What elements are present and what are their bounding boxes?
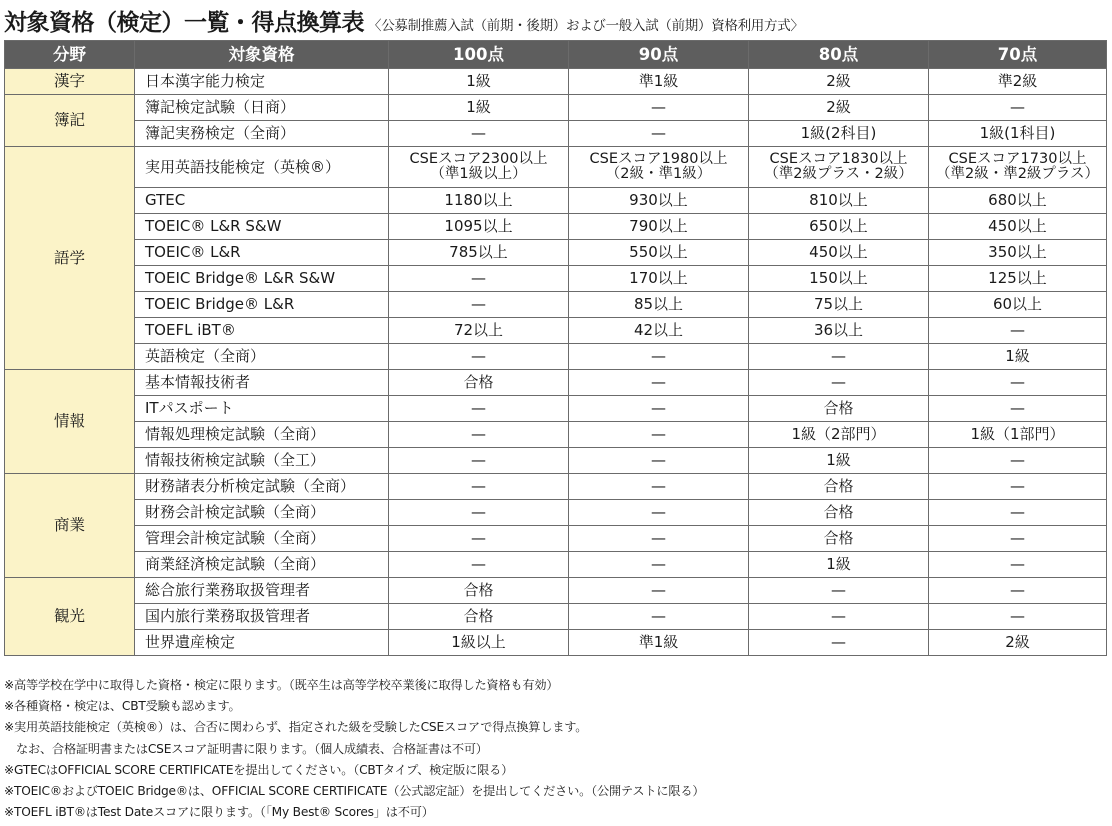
score-90: 550以上 — [569, 240, 749, 266]
score-70: 1級(1科目) — [929, 121, 1107, 147]
score-80: 75以上 — [749, 292, 929, 318]
score-100: 合格 — [389, 370, 569, 396]
category-boki: 簿記 — [5, 95, 135, 147]
score-90: 準1級 — [569, 630, 749, 656]
score-80: 150以上 — [749, 266, 929, 292]
qualification-name: 財務会計検定試験（全商） — [135, 500, 389, 526]
score-100: 785以上 — [389, 240, 569, 266]
score-100: 合格 — [389, 578, 569, 604]
table-row — [5, 318, 1107, 344]
score-100: — — [389, 292, 569, 318]
score-100: — — [389, 526, 569, 552]
qualification-name: 情報技術検定試験（全工） — [135, 448, 389, 474]
header-category: 分野 — [5, 41, 135, 69]
score-70: — — [929, 500, 1107, 526]
score-80: 36以上 — [749, 318, 929, 344]
score-90: 42以上 — [569, 318, 749, 344]
score-100: 1180以上 — [389, 188, 569, 214]
score-80: 1級 — [749, 448, 929, 474]
score-90: — — [569, 500, 749, 526]
score-90: 準1級 — [569, 69, 749, 95]
category-information: 情報 — [5, 370, 135, 474]
score-70: 125以上 — [929, 266, 1107, 292]
score-90: 790以上 — [569, 214, 749, 240]
score-70-line1: CSEスコア1730以上 — [948, 151, 1087, 167]
score-100-line2: （準1級以上） — [430, 166, 527, 182]
score-80: 合格 — [749, 500, 929, 526]
score-80: 2級 — [749, 95, 929, 121]
qualification-name: 簿記検定試験（日商） — [135, 95, 389, 121]
score-100: 合格 — [389, 604, 569, 630]
score-70: 1級（1部門） — [929, 422, 1107, 448]
table-row — [5, 292, 1107, 318]
score-conversion-table — [4, 40, 1107, 656]
score-90: 85以上 — [569, 292, 749, 318]
score-90: — — [569, 578, 749, 604]
table-row — [5, 552, 1107, 578]
table-row — [5, 121, 1107, 147]
qualification-name: ITパスポート — [135, 396, 389, 422]
score-70: — — [929, 552, 1107, 578]
category-language: 語学 — [5, 147, 135, 370]
score-70: — — [929, 396, 1107, 422]
footnote: ※実用英語技能検定（英検®）は、合否に関わらず、指定された級を受験したCSEスコアで得点換算します。 — [4, 720, 588, 735]
qualification-name: 基本情報技術者 — [135, 370, 389, 396]
score-100: — — [389, 344, 569, 370]
score-70: 1級 — [929, 344, 1107, 370]
score-90: — — [569, 396, 749, 422]
score-80: 2級 — [749, 69, 929, 95]
qualification-name: 財務諸表分析検定試験（全商） — [135, 474, 389, 500]
score-100: 1級 — [389, 69, 569, 95]
score-80: 650以上 — [749, 214, 929, 240]
qualification-name: TOEIC Bridge® L&R — [135, 292, 389, 318]
score-80: 1級(2科目) — [749, 121, 929, 147]
footnote: ※各種資格・検定は、CBT受験も認めます。 — [4, 699, 241, 714]
qualification-name: 情報処理検定試験（全商） — [135, 422, 389, 448]
score-90-line1: CSEスコア1980以上 — [589, 151, 728, 167]
score-80: 1級 — [749, 552, 929, 578]
score-100: — — [389, 121, 569, 147]
table-row — [5, 240, 1107, 266]
score-70: 準2級 — [929, 69, 1107, 95]
header-90: 90点 — [569, 41, 749, 69]
score-80: — — [749, 344, 929, 370]
score-90-line2: （2級・準1級） — [605, 166, 712, 182]
table-row — [5, 370, 1107, 396]
qualification-name: 総合旅行業務取扱管理者 — [135, 578, 389, 604]
score-80: 810以上 — [749, 188, 929, 214]
score-80: 合格 — [749, 396, 929, 422]
score-100: — — [389, 448, 569, 474]
score-90: — — [569, 448, 749, 474]
qualification-name: 英語検定（全商） — [135, 344, 389, 370]
score-70 — [929, 147, 1107, 188]
table-row — [5, 396, 1107, 422]
score-90: — — [569, 370, 749, 396]
score-100: — — [389, 422, 569, 448]
category-tourism: 観光 — [5, 578, 135, 656]
score-70: — — [929, 526, 1107, 552]
score-80: — — [749, 630, 929, 656]
title-main: 対象資格（検定）一覧・得点換算表 — [4, 10, 364, 36]
score-70: 350以上 — [929, 240, 1107, 266]
header-100: 100点 — [389, 41, 569, 69]
score-100: — — [389, 500, 569, 526]
header-qualification: 対象資格 — [135, 41, 389, 69]
score-70: — — [929, 448, 1107, 474]
score-100 — [389, 147, 569, 188]
score-100: 1級 — [389, 95, 569, 121]
score-100: 72以上 — [389, 318, 569, 344]
table-row — [5, 422, 1107, 448]
table-row — [5, 69, 1107, 95]
score-80 — [749, 147, 929, 188]
category-commerce: 商業 — [5, 474, 135, 578]
score-80: 合格 — [749, 526, 929, 552]
table-row — [5, 604, 1107, 630]
score-90: — — [569, 121, 749, 147]
table-row — [5, 448, 1107, 474]
score-100: — — [389, 266, 569, 292]
table-row — [5, 95, 1107, 121]
qualification-name: 国内旅行業務取扱管理者 — [135, 604, 389, 630]
table-row — [5, 474, 1107, 500]
score-70: — — [929, 95, 1107, 121]
header-80: 80点 — [749, 41, 929, 69]
footnote: ※TOEFL iBT®はTest Dateスコアに限ります。（「My Best® Scores」は不可） — [4, 805, 434, 820]
table-row — [5, 630, 1107, 656]
table-row — [5, 526, 1107, 552]
score-90: 930以上 — [569, 188, 749, 214]
qualification-name: 日本漢字能力検定 — [135, 69, 389, 95]
table-row — [5, 266, 1107, 292]
score-90: — — [569, 474, 749, 500]
score-70: — — [929, 474, 1107, 500]
score-100: — — [389, 396, 569, 422]
score-90: — — [569, 95, 749, 121]
score-70: 2級 — [929, 630, 1107, 656]
table-row — [5, 147, 1107, 188]
qualification-name: 管理会計検定試験（全商） — [135, 526, 389, 552]
qualification-name: TOEFL iBT® — [135, 318, 389, 344]
table-header-row — [5, 41, 1107, 69]
title-subtitle: 〈公募制推薦入試（前期・後期）および一般入試（前期）資格利用方式〉 — [368, 18, 804, 34]
score-100: 1級以上 — [389, 630, 569, 656]
score-90: — — [569, 604, 749, 630]
footnotes — [4, 675, 1108, 823]
score-100: — — [389, 552, 569, 578]
qualification-name: 実用英語技能検定（英検®） — [135, 147, 389, 188]
table-row — [5, 214, 1107, 240]
score-80: 合格 — [749, 474, 929, 500]
score-100: — — [389, 474, 569, 500]
score-100-line1: CSEスコア2300以上 — [409, 151, 548, 167]
score-90: — — [569, 526, 749, 552]
score-70: 60以上 — [929, 292, 1107, 318]
score-90: — — [569, 422, 749, 448]
table-row — [5, 188, 1107, 214]
page-title — [4, 4, 1108, 38]
score-70-line2: （準2級・準2級プラス） — [935, 166, 1099, 182]
score-70: — — [929, 604, 1107, 630]
footnote: ※TOEIC®およびTOEIC Bridge®は、OFFICIAL SCORE CERTIFICATE（公式認定証）を提出してください。（公開テストに限る） — [4, 783, 705, 798]
score-80-line2: （準2級プラス・2級） — [764, 166, 913, 182]
qualification-name: TOEIC® L&R — [135, 240, 389, 266]
score-90 — [569, 147, 749, 188]
score-80: 450以上 — [749, 240, 929, 266]
score-90: — — [569, 552, 749, 578]
header-70: 70点 — [929, 41, 1107, 69]
footnote: ※GTECはOFFICIAL SCORE CERTIFICATEを提出してください。（CBTタイプ、検定版に限る） — [4, 762, 514, 777]
footnote: なお、合格証明書またはCSEスコア証明書に限ります。（個人成績表、合格証書は不可） — [16, 741, 488, 756]
qualification-name: 簿記実務検定（全商） — [135, 121, 389, 147]
score-90: — — [569, 344, 749, 370]
score-80: 1級（2部門） — [749, 422, 929, 448]
qualification-name: TOEIC® L&R S&W — [135, 214, 389, 240]
category-kanji: 漢字 — [5, 69, 135, 95]
score-70: — — [929, 578, 1107, 604]
score-90: 170以上 — [569, 266, 749, 292]
score-70: 680以上 — [929, 188, 1107, 214]
table-row — [5, 578, 1107, 604]
score-80: — — [749, 578, 929, 604]
qualification-name: 世界遺産検定 — [135, 630, 389, 656]
score-80-line1: CSEスコア1830以上 — [769, 151, 908, 167]
table-row — [5, 500, 1107, 526]
score-70: — — [929, 318, 1107, 344]
qualification-name: TOEIC Bridge® L&R S&W — [135, 266, 389, 292]
qualification-name: GTEC — [135, 188, 389, 214]
score-80: — — [749, 604, 929, 630]
score-80: — — [749, 370, 929, 396]
footnote: ※高等学校在学中に取得した資格・検定に限ります。（既卒生は高等学校卒業後に取得した資格も有効） — [4, 678, 559, 692]
qualification-name: 商業経済検定試験（全商） — [135, 552, 389, 578]
table-row — [5, 344, 1107, 370]
score-70: — — [929, 370, 1107, 396]
score-100: 1095以上 — [389, 214, 569, 240]
score-70: 450以上 — [929, 214, 1107, 240]
